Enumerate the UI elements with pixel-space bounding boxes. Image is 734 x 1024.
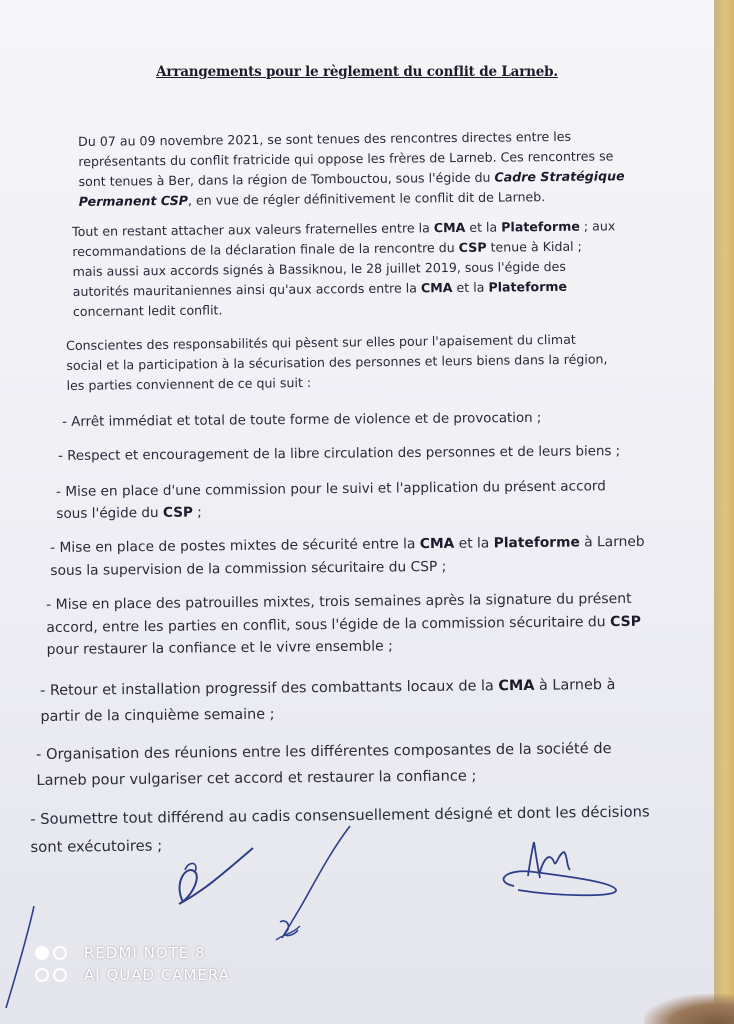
paragraph-line: Conscientes des responsabilités qui pèsent sur elles pour l'apaisement du climat xyxy=(66,331,576,353)
watermark-model: REDMI NOTE 8 xyxy=(84,944,206,962)
bold-text: CSP xyxy=(458,239,487,255)
signature-middle xyxy=(270,822,360,946)
paragraph-line: Du 07 au 09 novembre 2021, se sont tenues des rencontres directes entre les xyxy=(78,128,572,149)
text-segment: ; aux xyxy=(579,218,616,234)
camera-watermark xyxy=(34,942,230,986)
emphasis-text: Cadre Stratégique xyxy=(494,168,625,185)
list-item-text: - Mise en place d'une commission pour le suivi et l'application du présent accord xyxy=(56,478,606,500)
text-segment: - Mise en place de postes mixtes de sécurité entre la xyxy=(50,536,420,556)
finger-shadow xyxy=(644,994,734,1024)
text-segment: Tout en restant attacher aux valeurs fraternelles entre la xyxy=(72,220,434,239)
emphasis-text: Permanent CSP xyxy=(78,192,189,209)
list-item xyxy=(62,409,542,433)
bold-text: Plateforme xyxy=(488,278,568,295)
paragraph-intro xyxy=(78,126,625,212)
list-item-text: pour restaurer la confiance et le vivre ensemble ; xyxy=(46,638,393,658)
bold-text: CSP xyxy=(162,504,193,521)
bold-text: CMA xyxy=(420,280,453,296)
text-segment: recommandations de la déclaration finale de la rencontre du xyxy=(72,239,459,259)
text-segment: accord, entre les parties en conflit, sous l'égide de la commission sécuritaire du xyxy=(46,613,611,636)
bold-text: CSP xyxy=(609,613,642,630)
list-item-text: - Mise en place des patrouilles mixtes, trois semaines après la signature du présent xyxy=(46,590,632,613)
list-item xyxy=(46,588,641,662)
quad-camera-lens-icon xyxy=(34,965,72,985)
watermark-camera: AI QUAD CAMERA xyxy=(84,966,231,984)
list-item-text: - Organisation des réunions entre les différentes composantes de la société de xyxy=(36,739,612,763)
paragraph-line: représentants du conflit fratricide qui oppose les frères de Larneb. Ces rencontres se xyxy=(78,148,614,169)
text-segment: sont tenues à Ber, dans la région de Tombouctou, sous l'égide du xyxy=(78,169,495,189)
list-item-text: partir de la cinquième semaine ; xyxy=(40,706,275,725)
text-segment: autorités mauritaniennes ainsi qu'aux accords entre la xyxy=(72,280,422,299)
text-segment: à Larneb à xyxy=(534,676,616,694)
list-item-text xyxy=(56,497,606,525)
list-item xyxy=(56,475,606,525)
paragraph-line: concernant ledit conflit. xyxy=(72,302,223,319)
signature-right xyxy=(494,832,624,904)
text-segment: et la xyxy=(454,535,494,552)
list-item-text: - Soumettre tout différend au cadis consensuellement désigné et dont les décisions xyxy=(30,803,650,828)
bold-text: CMA xyxy=(419,535,455,553)
list-item xyxy=(40,672,616,730)
signature-left xyxy=(165,842,265,912)
text-segment: tenue à Kidal ; xyxy=(486,238,582,255)
text-segment: à Larneb xyxy=(579,533,645,551)
watermark-row xyxy=(34,964,230,986)
list-item-text: Larneb pour vulgariser cet accord et restaurer la confiance ; xyxy=(36,767,477,789)
watermark-row xyxy=(34,942,230,964)
text-segment: et la xyxy=(452,279,489,296)
paragraph-agreement xyxy=(66,329,608,396)
text-segment: et la xyxy=(465,219,502,235)
quad-camera-dots-icon xyxy=(34,943,72,963)
list-item-text: sont exécutoires ; xyxy=(30,837,163,856)
paragraph-line: mais aussi aux accords signés à Bassiknou, le 28 juillet 2019, sous l'égide des xyxy=(72,258,566,279)
text-segment: , en vue de régler définitivement le conflit dit de Larneb. xyxy=(187,189,546,208)
paragraph-line: les parties conviennent de ce qui suit : xyxy=(66,375,312,393)
bold-text: Plateforme xyxy=(501,218,580,235)
list-item-text: - Respect et encouragement de la libre circulation des personnes et de leurs biens ; xyxy=(58,444,621,464)
text-segment: sous l'égide du xyxy=(56,504,164,522)
paragraph-context xyxy=(72,216,616,322)
text-segment: ; xyxy=(192,504,202,521)
bold-text: CMA xyxy=(433,219,466,236)
bold-text: CMA xyxy=(498,677,535,695)
list-item-text: - Arrêt immédiat et total de toute forme de violence et de provocation ; xyxy=(62,410,542,430)
bold-text: Plateforme xyxy=(493,534,580,552)
list-item xyxy=(50,531,645,583)
text-segment: - Retour et installation progressif des combattants locaux de la xyxy=(40,678,499,699)
list-item xyxy=(58,442,620,467)
paper-edge xyxy=(714,0,734,1024)
paragraph-line: social et la participation à la sécurisation des personnes et leurs biens dans la région, xyxy=(66,351,608,373)
document-title: Arrangements pour le règlement du conflit de Larneb. xyxy=(156,64,558,80)
list-item-text: sous la supervision de la commission sécuritaire du CSP ; xyxy=(50,558,447,579)
list-item xyxy=(36,736,612,794)
